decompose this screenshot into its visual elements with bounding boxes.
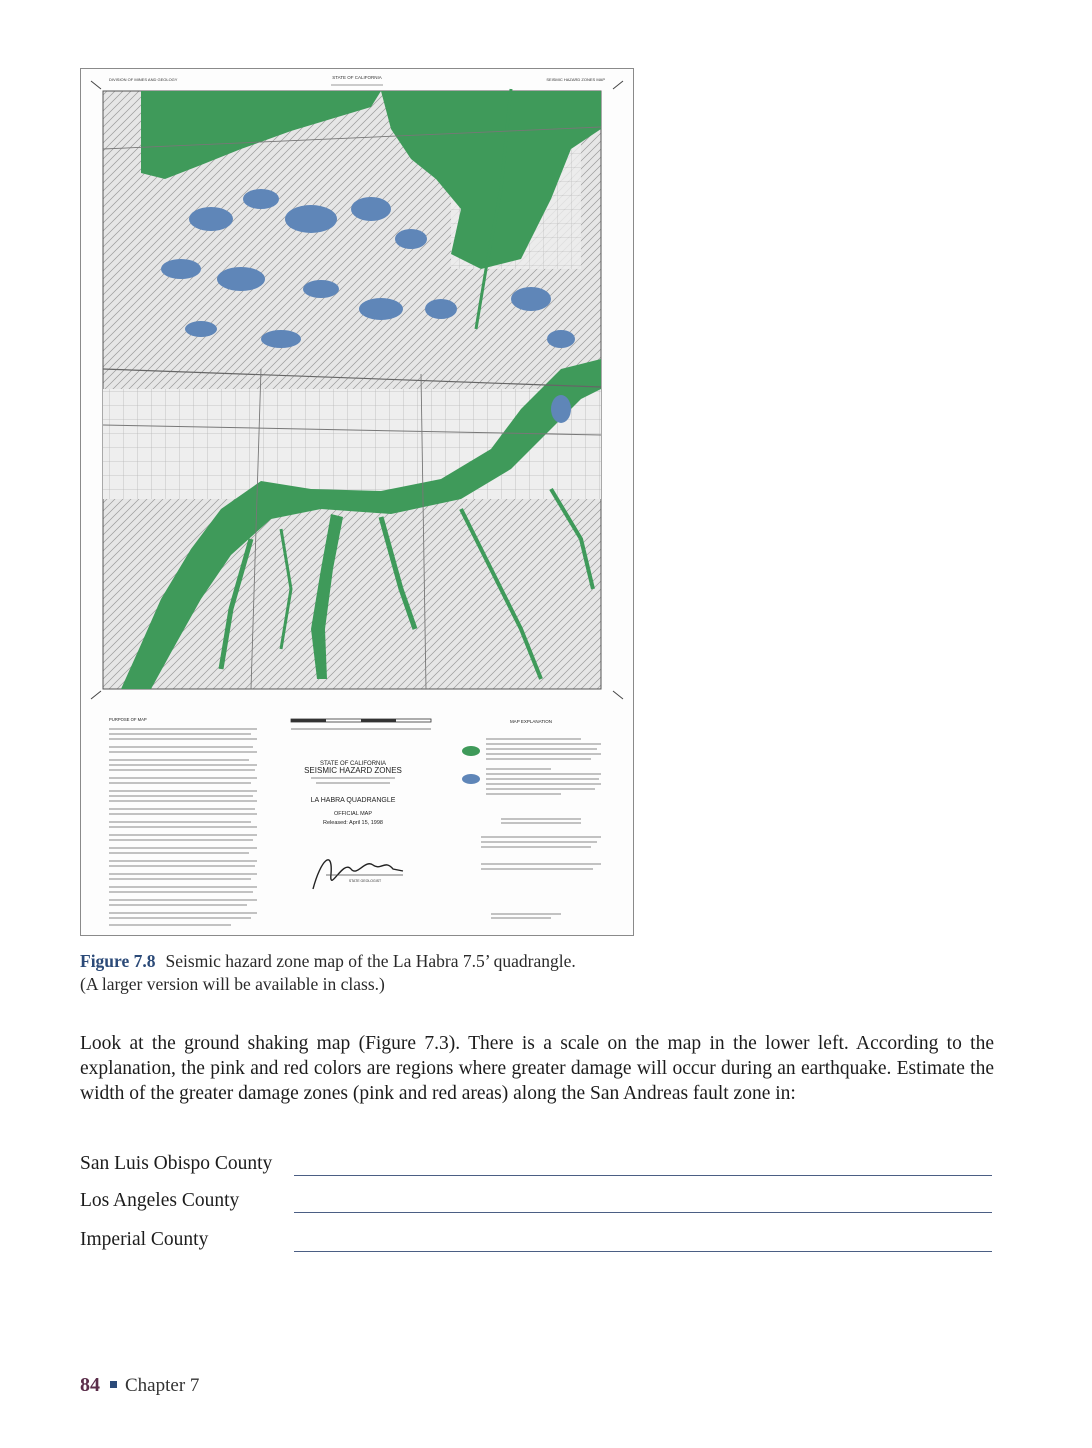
signature-title: STATE GEOLOGIST — [348, 879, 382, 883]
answer-label: Los Angeles County — [80, 1190, 240, 1211]
page-number: 84 — [80, 1374, 100, 1396]
answer-blank-line[interactable] — [294, 1212, 992, 1213]
figure-caption — [80, 950, 720, 996]
map-header-left: DIVISION OF MINES AND GEOLOGY — [109, 77, 178, 82]
answer-row-los-angeles — [80, 1190, 994, 1216]
map-notes-text-block — [109, 729, 257, 925]
answer-label: Imperial County — [80, 1229, 209, 1250]
seismic-hazard-map — [80, 68, 634, 936]
title-block-quadrangle: LA HABRA QUADRANGLE — [310, 797, 396, 804]
figure-caption-text: Seismic hazard zone map of the La Habra 7.5’ quadrangle. — [165, 951, 576, 971]
legend-liquefaction-swatch — [462, 746, 480, 756]
answer-blank-line[interactable] — [294, 1251, 992, 1252]
answer-blank-line[interactable] — [294, 1175, 992, 1176]
map-header-center: STATE OF CALIFORNIA — [332, 75, 382, 80]
left-text-title: PURPOSE OF MAP — [109, 717, 147, 722]
legend-landslide-swatch — [462, 774, 480, 784]
answer-row-san-luis-obispo — [80, 1153, 994, 1179]
figure-caption-note: (A larger version will be available in class.) — [80, 974, 385, 994]
title-block-map-type: OFFICIAL MAP — [334, 811, 372, 817]
page-footer — [80, 1374, 199, 1397]
chapter-label: Chapter 7 — [125, 1375, 200, 1396]
answer-label: San Luis Obispo County — [80, 1153, 273, 1174]
figure-number: Figure 7.8 — [80, 951, 156, 971]
question-text: Look at the ground shaking map (Figure 7.3). There is a scale on the map in the lower left. According to the explanation, the pink and red colors are regions where greater damage will occur during an earthquake. Estimate the width of the greater damage zones (pink and red areas) along the San Andreas fault zone in: — [80, 1033, 994, 1104]
map-body — [103, 89, 601, 689]
state-geologist-signature — [313, 860, 403, 889]
title-block-released: Released: April 15, 1998 — [323, 820, 383, 826]
footer-bullet-icon — [110, 1381, 117, 1388]
legend-text-block — [481, 739, 601, 918]
map-scale-bar — [291, 719, 431, 729]
answer-row-imperial — [80, 1229, 994, 1255]
legend-title: MAP EXPLANATION — [509, 719, 553, 724]
map-header-right: SEISMIC HAZARD ZONES MAP — [546, 77, 605, 82]
map-lower-panel — [109, 717, 601, 925]
title-block-state: STATE OF CALIFORNIA — [319, 761, 387, 767]
title-block-title: SEISMIC HAZARD ZONES — [304, 766, 402, 775]
